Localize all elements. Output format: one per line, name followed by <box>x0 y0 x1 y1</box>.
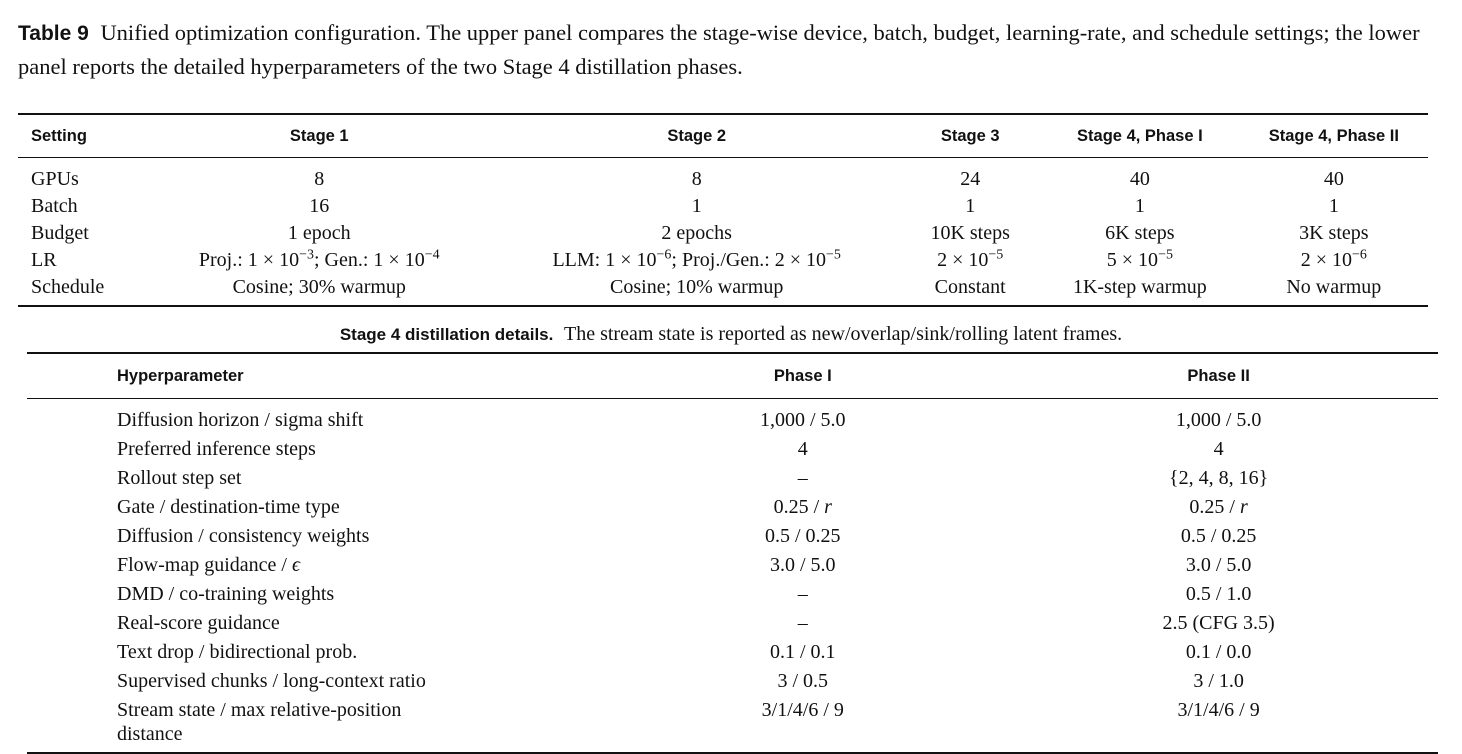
table-cell: 3 / 0.5 <box>777 670 829 692</box>
caption-label: Table 9 <box>18 22 89 45</box>
table-cell: 2 epochs <box>661 222 732 244</box>
setting-label: LR <box>31 249 57 271</box>
setting-label: GPUs <box>31 168 79 190</box>
param-label: Rollout step set <box>117 467 242 489</box>
table-cell: 1,000 / 5.0 <box>1175 409 1262 431</box>
table-cell: 3K steps <box>1299 222 1369 244</box>
table-row <box>27 494 1438 523</box>
table-cell: 3/1/4/6 / 9 <box>761 699 844 721</box>
table-cell: 1 epoch <box>287 222 351 244</box>
table-cell: 0.1 / 0.0 <box>1185 641 1252 663</box>
header-setting: Setting <box>18 114 145 158</box>
param-label: Preferred inference steps <box>117 438 316 460</box>
table-cell: 0.5 / 0.25 <box>1180 525 1257 547</box>
header-stage-2: Stage 2 <box>493 114 900 158</box>
table-cell: 0.5 / 0.25 <box>765 525 841 547</box>
setting-label: Schedule <box>31 276 105 298</box>
table-row <box>27 436 1438 465</box>
table-cell: 1,000 / 5.0 <box>760 409 846 431</box>
table-cell: $2 \times 10^{-6}$ <box>1300 247 1367 271</box>
table-cell: 0.5 / 1.0 <box>1185 583 1252 605</box>
table-cell: 10K steps <box>930 222 1010 244</box>
table-cell: 40 <box>1129 168 1150 190</box>
subpanel-text: The stream state is reported as new/overlap/sink/rolling latent frames. <box>563 323 1123 345</box>
table-cell: 8 <box>314 168 325 190</box>
table-cell: {2, 4, 8, 16} <box>1168 467 1269 489</box>
table-cell: 1 <box>1328 195 1339 217</box>
param-label: Stream state / max relative-position distance <box>117 699 402 745</box>
table-row <box>27 668 1438 697</box>
table-row <box>18 158 1428 194</box>
stage-config-table <box>18 113 1428 307</box>
table-cell: $2 \times 10^{-5}$ <box>937 247 1004 271</box>
table-cell: 3/1/4/6 / 9 <box>1177 699 1260 721</box>
param-label: Text drop / bidirectional prob. <box>117 641 358 663</box>
table-cell: 0.25 / r <box>1189 496 1248 518</box>
table-row <box>27 552 1438 581</box>
header-stage-3: Stage 3 <box>900 114 1040 158</box>
table-cell: 2.5 (CFG 3.5) <box>1162 612 1275 634</box>
table-cell: No warmup <box>1286 276 1382 298</box>
table-cell: $5 \times 10^{-5}$ <box>1106 247 1173 271</box>
param-label: DMD / co-training weights <box>117 583 335 605</box>
table-cell: 0.25 / r <box>773 496 832 518</box>
header-phase-2: Phase II <box>999 353 1438 399</box>
table-cell: LLM: $1 \times 10^{-6}$; Proj./Gen.: $2 \times 10^{-5}$ <box>552 247 841 271</box>
table-cell: 24 <box>960 168 981 190</box>
param-label: Real-score guidance <box>117 612 280 634</box>
header-stage-4-phase-2: Stage 4, Phase II <box>1240 114 1428 158</box>
table-cell: 1 <box>691 195 702 217</box>
header-stage-4-phase-1: Stage 4, Phase I <box>1040 114 1240 158</box>
param-label: Gate / destination-time type <box>117 496 340 518</box>
header-stage-1: Stage 1 <box>145 114 493 158</box>
subpanel-label: Stage 4 distillation details. <box>339 325 554 344</box>
param-label: Supervised chunks / long-context ratio <box>117 670 426 692</box>
header-phase-1: Phase I <box>606 353 999 399</box>
table-cell: – <box>797 467 808 489</box>
table-caption <box>18 16 1448 83</box>
table-cell: 40 <box>1323 168 1344 190</box>
table-row <box>18 247 1428 274</box>
table-cell: 3.0 / 5.0 <box>1185 554 1252 576</box>
table-row <box>27 523 1438 552</box>
table-cell: 1 <box>965 195 976 217</box>
table-row <box>18 193 1428 220</box>
header-hyperparameter: Hyperparameter <box>27 353 606 399</box>
subpanel-caption <box>0 323 1462 346</box>
table-cell: 16 <box>309 195 330 217</box>
setting-label: Batch <box>31 195 78 217</box>
param-label: Flow-map guidance / ϵ <box>117 554 301 576</box>
table-row <box>27 465 1438 494</box>
param-label: Diffusion / consistency weights <box>117 525 370 547</box>
header-row <box>18 114 1428 158</box>
table-cell: 6K steps <box>1105 222 1175 244</box>
table-cell: – <box>797 612 808 634</box>
table-cell: Cosine; 30% warmup <box>232 276 406 298</box>
table-cell: 8 <box>691 168 702 190</box>
table-cell: Constant <box>934 276 1006 298</box>
table-cell: Cosine; 10% warmup <box>610 276 784 298</box>
table-cell: 1K-step warmup <box>1072 276 1207 298</box>
caption-text: Unified optimization configuration. The upper panel compares the stage-wise device, batch, budget, learning-rate, and schedule settings; the lower panel reports the detailed hyperparameters of the two Stage 4 distillation phases. <box>18 20 1420 79</box>
table-row <box>27 639 1438 668</box>
table-row <box>27 610 1438 639</box>
table-row <box>18 274 1428 306</box>
table-row <box>27 581 1438 610</box>
table-cell: 4 <box>797 438 808 460</box>
table-cell: Proj.: $1 \times 10^{-3}$; Gen.: $1 \times 10^{-4}$ <box>198 247 440 271</box>
table-row <box>27 399 1438 437</box>
table-cell: 3.0 / 5.0 <box>770 554 836 576</box>
table-cell: – <box>797 583 808 605</box>
param-label: Diffusion horizon / sigma shift <box>117 409 364 431</box>
table-cell: 4 <box>1213 438 1224 460</box>
table-cell: 0.1 / 0.1 <box>770 641 836 663</box>
table-row <box>27 697 1438 753</box>
distillation-details-table <box>27 352 1438 754</box>
table-cell: 1 <box>1134 195 1145 217</box>
header-row <box>27 353 1438 399</box>
table-row <box>18 220 1428 247</box>
setting-label: Budget <box>31 222 89 244</box>
table-cell: 3 / 1.0 <box>1193 670 1244 692</box>
